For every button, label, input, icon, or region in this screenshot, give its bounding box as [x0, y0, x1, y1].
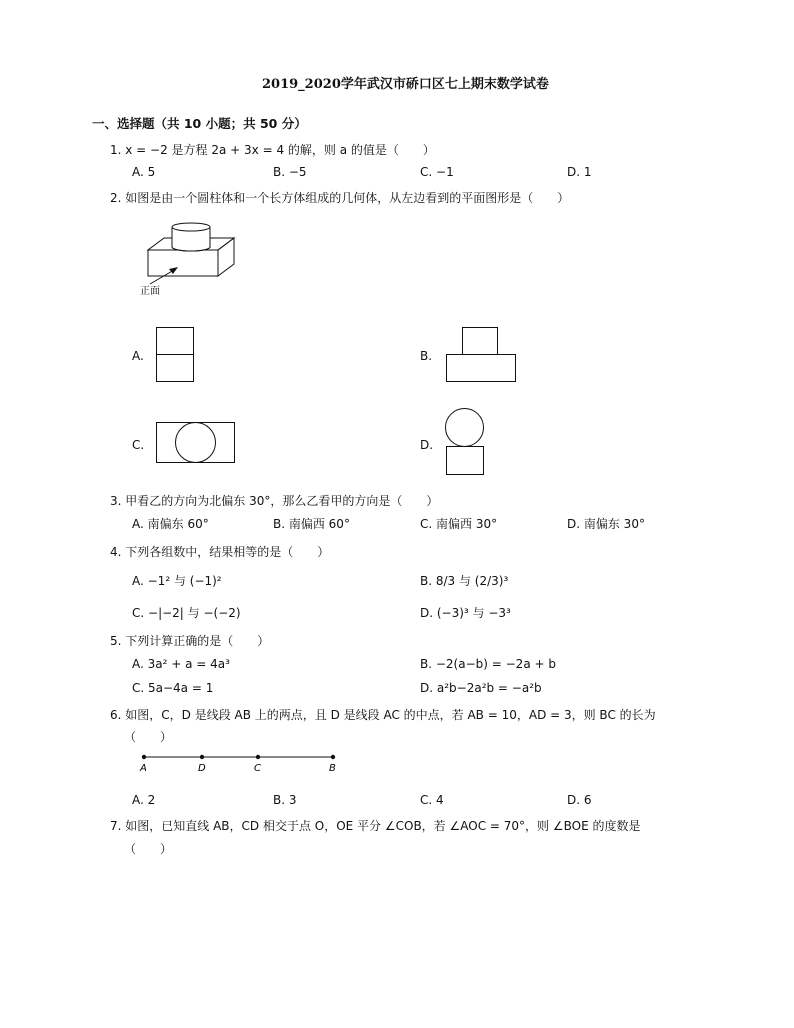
q3-option-c: C. 南偏西 30° — [420, 517, 498, 531]
q6-answer-paren: （ ） — [124, 730, 173, 744]
question-6-stem: 6. 如图，C，D 是线段 AB 上的两点，且 D 是线段 AC 的中点，若 AB = 10，AD = 3，则 BC 的长为 — [110, 708, 656, 722]
q2-option-b-figure — [446, 327, 518, 383]
q6-option-b: B. 3 — [273, 793, 297, 807]
q5-option-c: C. 5a−4a = 1 — [132, 681, 214, 695]
q4-option-b: B. 8/3 与 (2/3)³ — [420, 574, 509, 588]
q3-option-a: A. 南偏东 60° — [132, 517, 209, 531]
q6-option-d: D. 6 — [567, 793, 592, 807]
q2-option-b-label: B. — [420, 349, 433, 363]
q4-option-c: C. −|−2| 与 −(−2) — [132, 606, 241, 620]
point-label-c: C — [254, 763, 261, 774]
q3-option-d: D. 南偏东 30° — [567, 517, 645, 531]
point-label-b: B — [329, 763, 336, 774]
point-label-a: A — [140, 763, 147, 774]
q5-option-d: D. a²b−2a²b = −a²b — [420, 681, 542, 695]
q5-option-a: A. 3a² + a = 4a³ — [132, 657, 230, 671]
q2-option-c-figure — [156, 420, 236, 464]
segment-figure — [136, 750, 346, 776]
point-b — [331, 755, 335, 759]
question-4-stem: 4. 下列各组数中，结果相等的是（ ） — [110, 545, 330, 559]
q7-answer-paren: （ ） — [124, 842, 173, 856]
q5-option-b: B. −2(a−b) = −2a + b — [420, 657, 556, 671]
q2-option-a-figure — [156, 327, 196, 383]
q3-option-b: B. 南偏西 60° — [273, 517, 350, 531]
question-2-stem: 2. 如图是由一个圆柱体和一个长方体组成的几何体，从左边看到的平面图形是（ ） — [110, 191, 570, 205]
point-c — [256, 755, 260, 759]
point-a — [142, 755, 146, 759]
q6-option-c: C. 4 — [420, 793, 444, 807]
q1-option-c: C. −1 — [420, 165, 454, 179]
q2-option-c-label: C. — [132, 438, 145, 452]
point-label-d: D — [198, 763, 206, 774]
q2-option-d-label: D. — [420, 438, 434, 452]
q2-option-d-figure — [444, 408, 486, 478]
q6-option-a: A. 2 — [132, 793, 156, 807]
page-title: 2019_2020学年武汉市硚口区七上期末数学试卷 — [262, 77, 549, 92]
question-7-stem: 7. 如图，已知直线 AB，CD 相交于点 O，OE 平分 ∠COB，若 ∠AOC = 70°，则 ∠BOE 的度数是 — [110, 819, 641, 833]
question-5-stem: 5. 下列计算正确的是（ ） — [110, 634, 270, 648]
section-heading: 一、选择题（共 10 小题；共 50 分） — [92, 116, 307, 131]
q1-option-b: B. −5 — [273, 165, 307, 179]
q1-option-a: A. 5 — [132, 165, 156, 179]
q4-option-a: A. −1² 与 (−1)² — [132, 574, 222, 588]
question-1-stem: 1. x = −2 是方程 2a + 3x = 4 的解，则 a 的值是（ ） — [110, 143, 435, 157]
q1-option-d: D. 1 — [567, 165, 592, 179]
front-label: 正面 — [140, 286, 160, 297]
point-d — [200, 755, 204, 759]
q4-option-d: D. (−3)³ 与 −3³ — [420, 606, 511, 620]
question-3-stem: 3. 甲看乙的方向为北偏东 30°，那么乙看甲的方向是（ ） — [110, 494, 439, 508]
q2-option-a-label: A. — [132, 349, 144, 363]
